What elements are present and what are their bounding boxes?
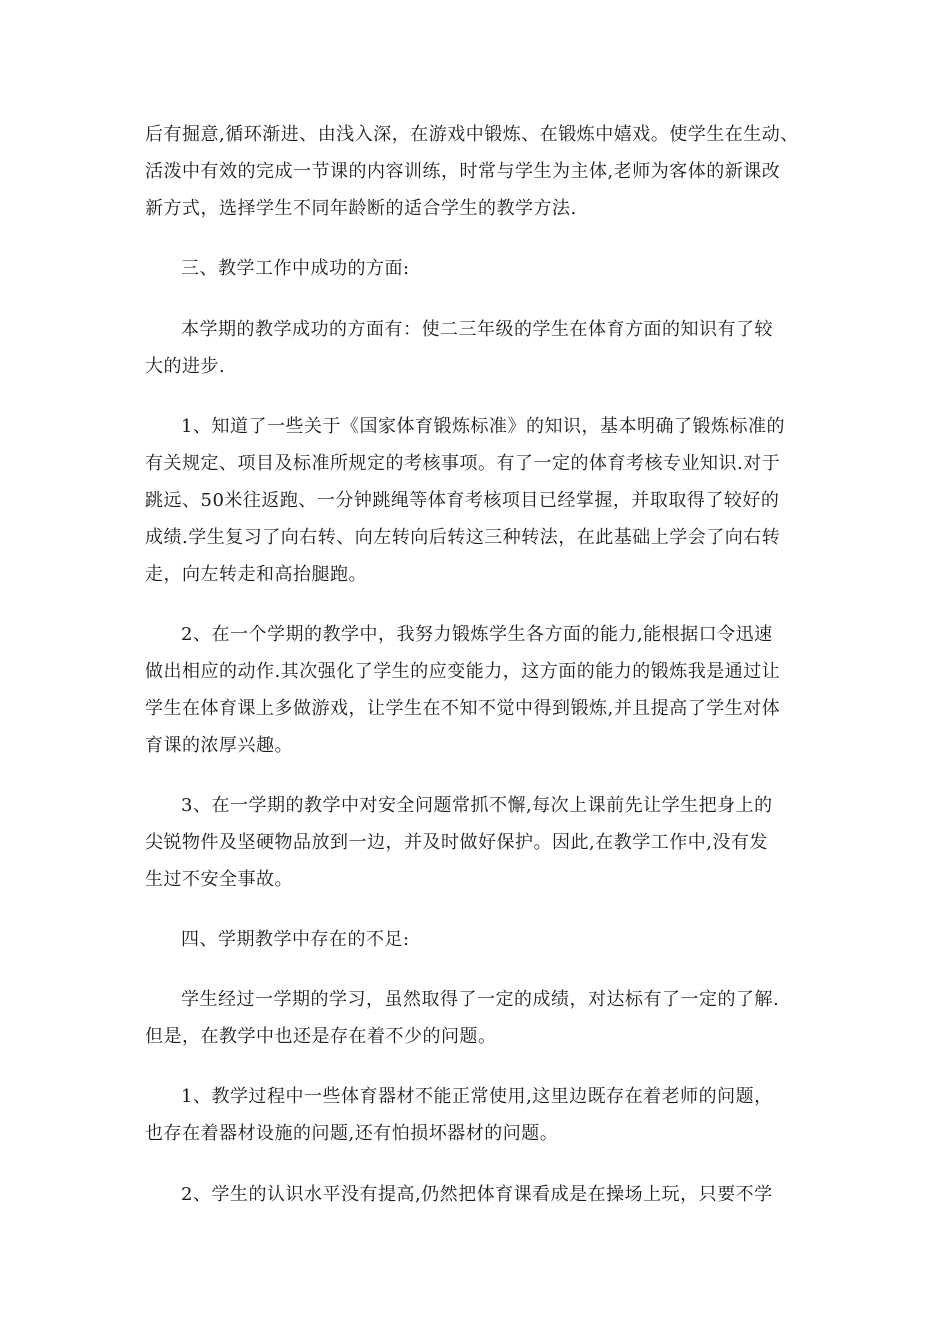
paragraph-line: 1、教学过程中一些体育器材不能正常使用,这里边既存在着老师的问题， (181, 1086, 773, 1107)
paragraph-line: 育课的浓厚兴趣。 (145, 735, 293, 756)
paragraph-line: 3、在一学期的教学中对安全问题常抓不懈,每次上课前先让学生把身上的 (181, 795, 773, 816)
paragraph-line: 新方式，选择学生不同年龄断的适合学生的教学方法. (145, 198, 577, 219)
paragraph-line: 学生经过一学期的学习，虽然取得了一定的成绩，对达标有了一定的了解. (181, 989, 780, 1010)
section-heading: 三、教学工作中成功的方面: (181, 258, 410, 279)
paragraph-line: 2、在一个学期的教学中，我努力锻炼学生各方面的能力,能根据口令迅速 (181, 624, 773, 645)
paragraph-line: 走，向左转走和高抬腿跑。 (145, 564, 367, 585)
paragraph-line: 1、知道了一些关于《国家体育锻炼标准》的知识，基本明确了锻炼标准的 (181, 416, 785, 437)
paragraph-line: 做出相应的动作.其次强化了学生的应变能力，这方面的能力的锻炼我是通过让 (145, 661, 781, 682)
paragraph-line: 大的进步. (145, 356, 226, 377)
paragraph-line: 但是，在教学中也还是存在着不少的问题。 (145, 1026, 497, 1047)
paragraph-line: 活泼中有效的完成一节课的内容训练，时常与学生为主体,老师为客体的新课改 (145, 161, 781, 182)
paragraph-line: 成绩.学生复习了向右转、向左转向后转这三种转法，在此基础上学会了向右转 (145, 527, 781, 548)
paragraph-line: 有关规定、项目及标准所规定的考核事项。有了一定的体育考核专业知识.对于 (145, 453, 781, 474)
paragraph-line: 学生在体育课上多做游戏，让学生在不知不觉中得到锻炼,并且提高了学生对体 (145, 698, 781, 719)
section-heading: 四、学期教学中存在的不足: (181, 929, 410, 950)
paragraph-line: 跳远、50米往返跑、一分钟跳绳等体育考核项目已经掌握，并取取得了较好的 (145, 490, 780, 511)
paragraph-line: 尖锐物件及坚硬物品放到一边，并及时做好保护。因此,在教学工作中,没有发 (145, 832, 768, 853)
paragraph-line: 本学期的教学成功的方面有：使二三年级的学生在体育方面的知识有了较 (181, 319, 773, 340)
paragraph-line: 生过不安全事故。 (145, 869, 293, 890)
paragraph-line: 后有掘意,循环渐进、由浅入深，在游戏中锻炼、在锻炼中嬉戏。使学生在生动、 (145, 124, 799, 145)
paragraph-line: 也存在着器材设施的问题,还有怕损坏器材的问题。 (145, 1123, 559, 1144)
paragraph-line: 2、学生的认识水平没有提高,仍然把体育课看成是在操场上玩，只要不学 (181, 1184, 773, 1205)
